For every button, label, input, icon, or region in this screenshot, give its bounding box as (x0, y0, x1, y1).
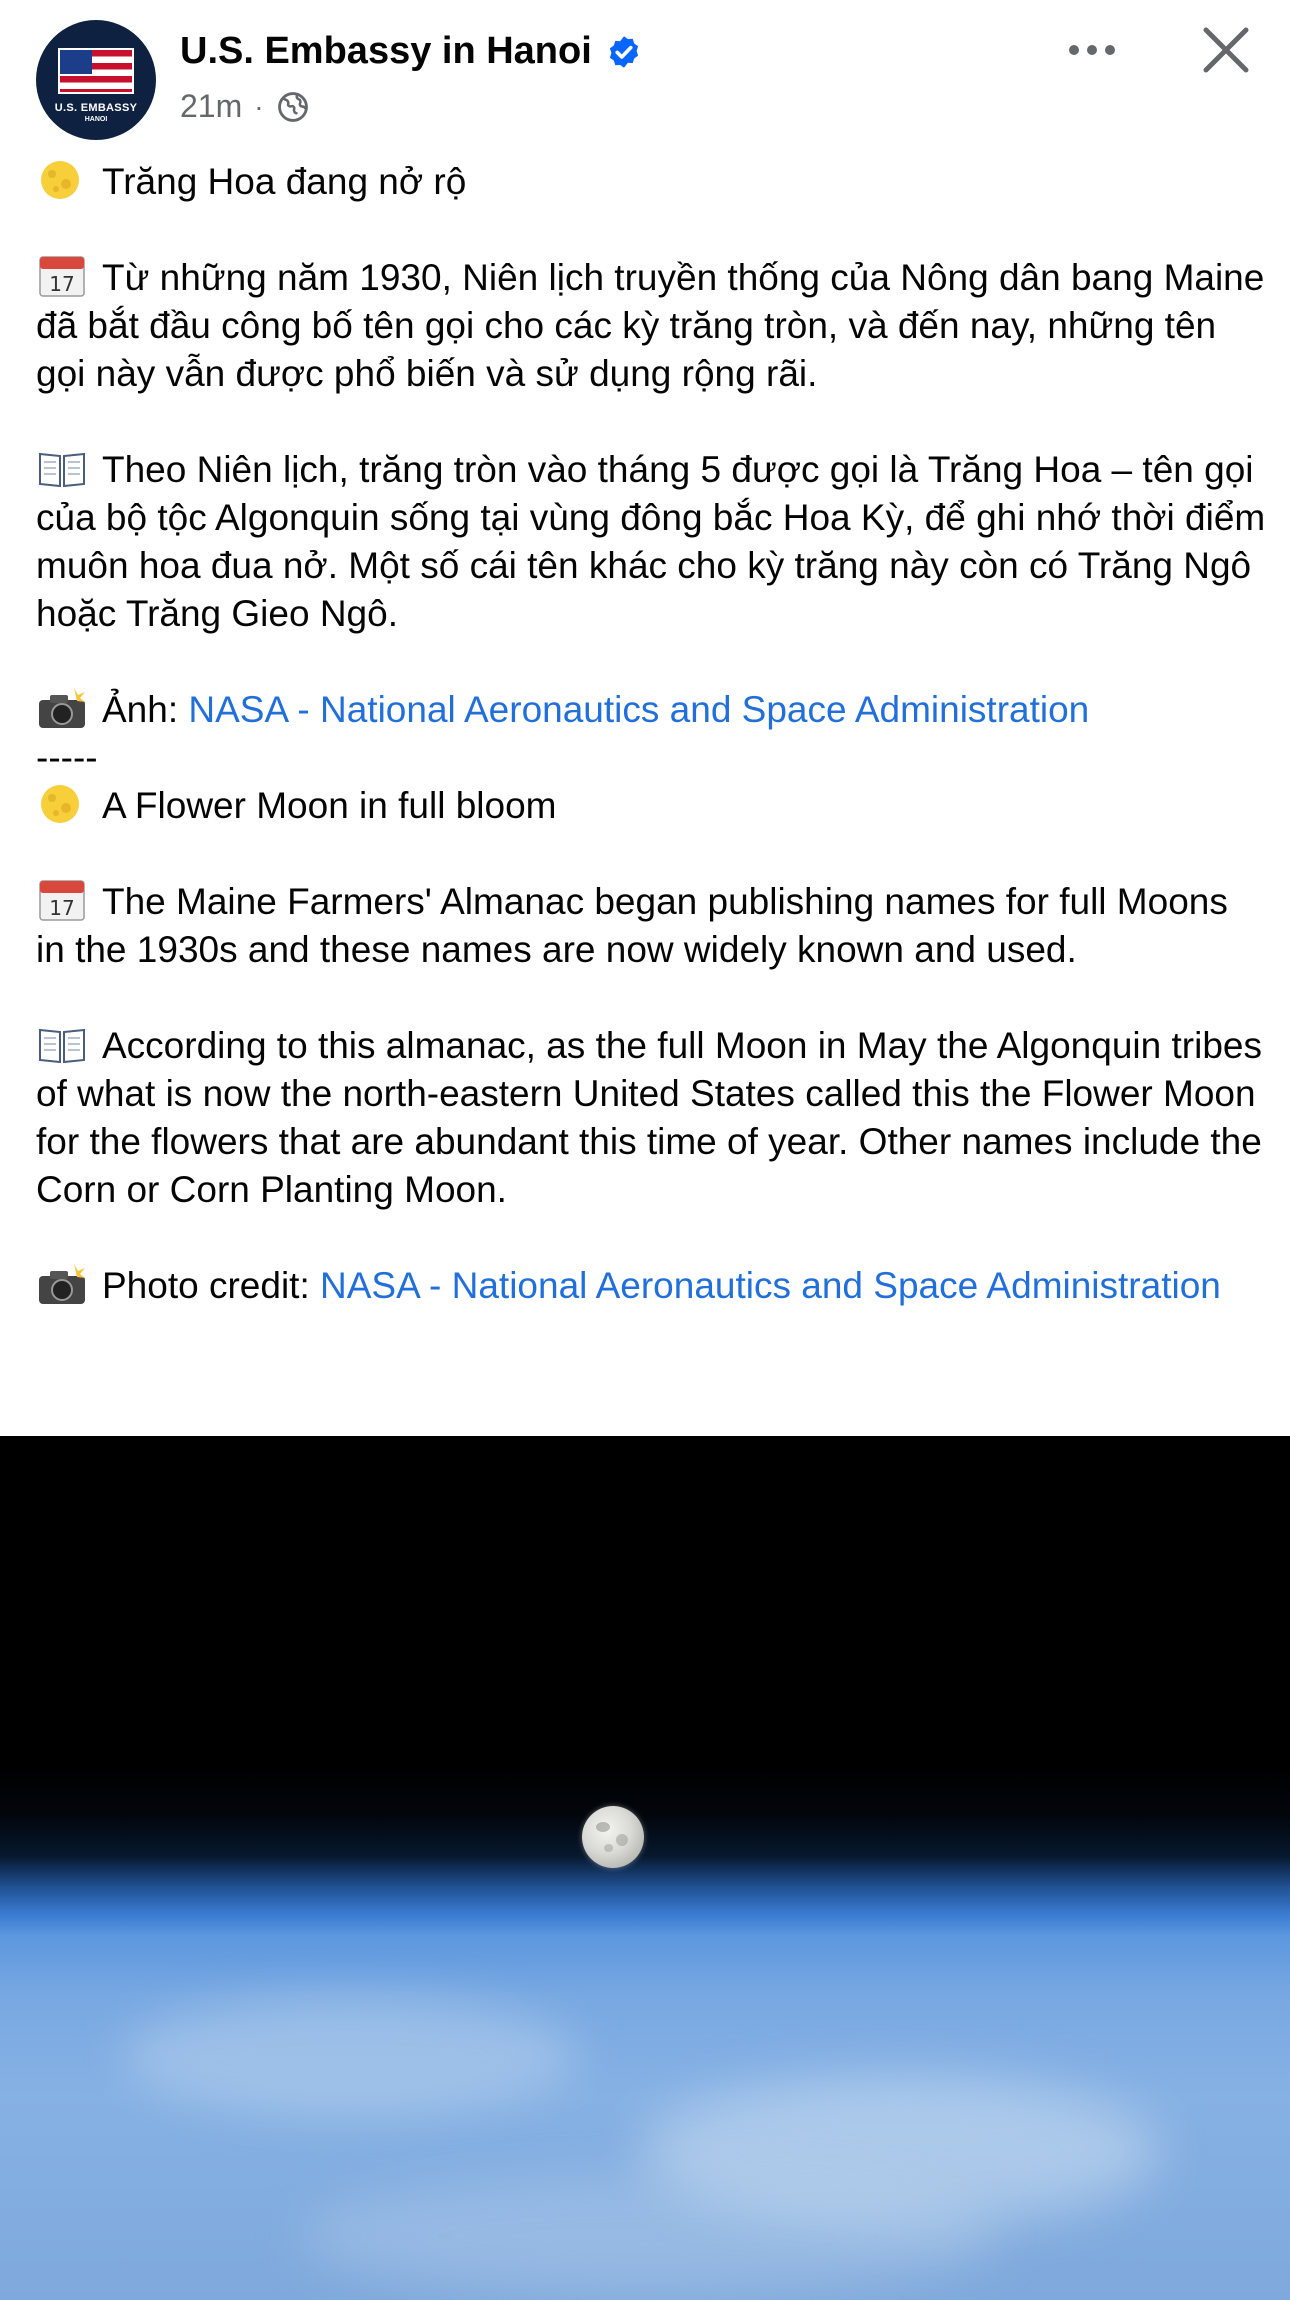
en-credit-label: Photo credit: (102, 1265, 321, 1306)
post-header (0, 0, 1290, 150)
en-title-paragraph (36, 782, 1266, 830)
flag-canton (60, 50, 92, 74)
camera-flash-emoji (36, 686, 88, 730)
close-button[interactable] (1194, 18, 1258, 82)
more-options-icon (1067, 43, 1117, 57)
more-options-button[interactable] (1060, 22, 1124, 78)
meta-separator: · (254, 90, 264, 122)
en-paragraph-1-text: The Maine Farmers' Almanac began publishing names for full Moons in the 1930s and these names are now widely known and used. (36, 881, 1228, 970)
cloud-haze (120, 1996, 580, 2116)
cloud-haze (300, 2176, 1000, 2296)
avatar-text: U.S. EMBASSY (54, 102, 138, 114)
en-paragraph-1 (36, 878, 1266, 974)
page-avatar[interactable] (36, 20, 156, 140)
vi-paragraph-2-text: Theo Niên lịch, trăng tròn vào tháng 5 được gọi là Trăng Hoa – tên gọi của bộ tộc Algonquin sống tại vùng đông bắc Hoa Kỳ, để ghi nhớ thời điểm muôn hoa đua nở. Một số cái tên khác cho kỳ trăng này còn có Trăng Ngô hoặc Trăng Gieo Ngô. (36, 449, 1266, 634)
page-name[interactable]: U.S. Embassy in Hanoi (180, 30, 592, 72)
open-book-emoji (36, 1022, 88, 1066)
open-book-emoji (36, 446, 88, 490)
calendar-emoji (36, 878, 88, 922)
vi-credit (36, 686, 1266, 734)
svg-text:17: 17 (49, 272, 75, 296)
post-time[interactable]: 21m (180, 88, 243, 124)
en-credit (36, 1262, 1266, 1310)
avatar-subtext: HANOI (84, 116, 108, 123)
svg-text:17: 17 (49, 896, 75, 920)
vi-paragraph-1 (36, 254, 1266, 398)
post-text (36, 158, 1266, 1310)
close-icon (1201, 25, 1251, 75)
moon (582, 1806, 644, 1868)
en-paragraph-2 (36, 1022, 1266, 1214)
calendar-emoji (36, 254, 88, 298)
vi-credit-label: Ảnh: (102, 689, 189, 730)
vi-paragraph-2 (36, 446, 1266, 638)
nasa-link[interactable]: NASA - National Aeronautics and Space Administration (188, 689, 1090, 730)
full-moon-emoji (36, 782, 88, 826)
vi-title-paragraph (36, 158, 1266, 206)
camera-flash-emoji (36, 1262, 88, 1306)
page-name-row (180, 30, 642, 73)
vi-paragraph-1-text: Từ những năm 1930, Niên lịch truyền thống của Nông dân bang Maine đã bắt đầu công bố tên gọi cho các kỳ trăng tròn, và đến nay, những tên gọi này vẫn được phổ biến và sử dụng rộng rãi. (36, 257, 1265, 394)
divider-text: ----- (36, 737, 98, 778)
full-moon-emoji (36, 158, 88, 202)
verified-badge-icon (606, 34, 642, 70)
post-meta (180, 88, 310, 125)
nasa-link-en[interactable]: NASA - National Aeronautics and Space Administration (320, 1265, 1221, 1306)
us-flag-icon (58, 48, 134, 94)
en-paragraph-2-text: According to this almanac, as the full Moon in May the Algonquin tribes of what is now the north-eastern United States called this the Flower Moon for the flowers that are abundant this time of year. Other names include the Corn or Corn Planting Moon. (36, 1025, 1262, 1210)
globe-icon (276, 90, 310, 124)
vi-title: Trăng Hoa đang nở rộ (102, 161, 467, 202)
post-photo[interactable] (0, 1436, 1290, 2300)
en-title: A Flower Moon in full bloom (102, 785, 557, 826)
